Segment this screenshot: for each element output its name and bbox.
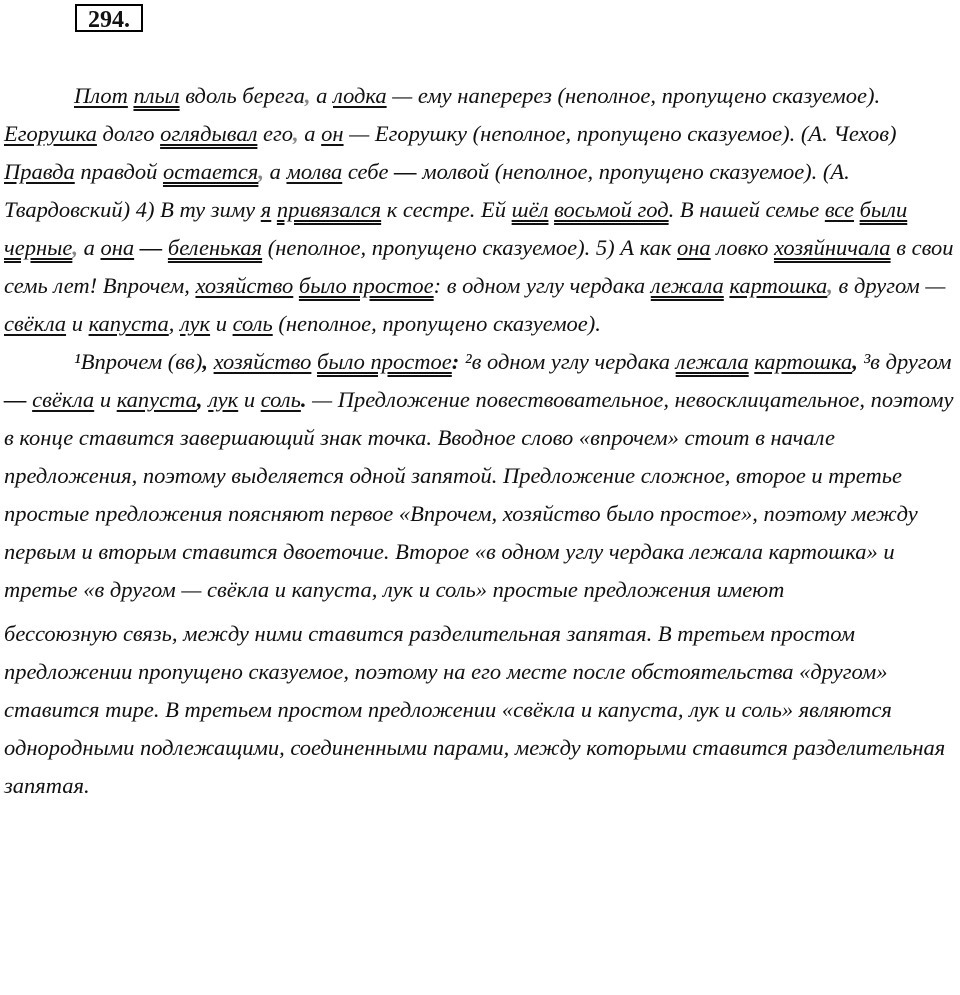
text-segment: : bbox=[451, 349, 460, 374]
predicate-word: шёл bbox=[511, 197, 549, 222]
text-segment: — Предложение повествовательное, невосклицательное, поэтому в конце ставится завершающий знак точка. Вводное слово «впрочем» стоит в начале предложения, поэтому выделяется одной запятой. Предложение сложное, второе и третье простые предложения поясняют первое «Впрочем, хозяйство было простое», поэтому между первым и вторым ставится двоеточие. Второе «в одном углу чердака лежала картошка» и третье «в другом — свёкла и капуста, лук и соль» простые предложения имеют bbox=[4, 387, 954, 602]
subject-word: лук bbox=[180, 311, 211, 336]
text-segment: — bbox=[4, 387, 27, 412]
text-segment: его bbox=[257, 121, 294, 146]
text-segment: в свои семь лет! Впрочем, bbox=[4, 235, 954, 298]
text-segment: себе bbox=[342, 159, 395, 184]
text-segment: ³в другом bbox=[857, 349, 952, 374]
text-segment: , bbox=[196, 387, 203, 412]
subject-word: хозяйство bbox=[195, 273, 294, 298]
text-segment: и bbox=[238, 387, 261, 412]
text-segment: к сестре. Ей bbox=[381, 197, 512, 222]
text-segment: и bbox=[94, 387, 117, 412]
subject-word: молва bbox=[286, 159, 343, 184]
subject-word: свёкла bbox=[4, 311, 67, 336]
text-segment: — bbox=[139, 235, 163, 260]
subject-word: все bbox=[824, 197, 854, 222]
subject-word: лодка bbox=[333, 83, 387, 108]
text-segment: — ему наперерез (неполное, пропущено сказуемое). bbox=[386, 83, 881, 108]
subject-word: хозяйство bbox=[213, 349, 312, 374]
text-segment: ²в одном углу чердака bbox=[459, 349, 676, 374]
predicate-word: были черные bbox=[4, 197, 908, 260]
subject-word: капуста bbox=[116, 387, 197, 412]
text-segment: правдой bbox=[74, 159, 163, 184]
predicate-word: остается bbox=[162, 159, 259, 184]
predicate-word: хозяйничала bbox=[773, 235, 891, 260]
text-segment: , bbox=[852, 349, 858, 374]
text-segment: , bbox=[72, 235, 78, 260]
analysis-continuation: бессоюзную связь, между ними ставится разделительная запятая. В третьем простом предложении пропущено сказуемое, поэтому на его месте после обстоятельства «другом» ставится тире. В третьем простом предложении «свёкла и капуста, лук и соль» являются однородными подлежащими, соединенными парами, между которыми ставится разделительная запятая. bbox=[4, 621, 946, 798]
exercise-number: 294. bbox=[75, 4, 143, 32]
subject-word: соль bbox=[232, 311, 273, 336]
predicate-word: было простое bbox=[298, 273, 434, 298]
text-segment: , bbox=[168, 311, 181, 336]
subject-word: соль bbox=[260, 387, 301, 412]
text-segment: (неполное, пропущено сказуемое). 5) А как bbox=[262, 235, 677, 260]
subject-word: картошка bbox=[729, 273, 828, 298]
subject-word: картошка bbox=[754, 349, 853, 374]
subject-word: она bbox=[100, 235, 135, 260]
subject-word: Егорушка bbox=[4, 121, 97, 146]
subject-word: капуста bbox=[88, 311, 169, 336]
text-segment: молвой (неполное, пропущено сказуемое). (А. Твардовский) 4) В ту зиму bbox=[4, 159, 850, 222]
predicate-word: плыл bbox=[133, 83, 180, 108]
text-segment: , bbox=[258, 159, 264, 184]
subject-word: Плот bbox=[74, 83, 128, 108]
text-segment: а bbox=[77, 235, 101, 260]
text-segment: , bbox=[827, 273, 833, 298]
text-segment: долго bbox=[96, 121, 161, 146]
text-segment: : в одном углу чердака bbox=[433, 273, 651, 298]
text-segment: (неполное, пропущено сказуемое). bbox=[272, 311, 601, 336]
predicate-word: привязался bbox=[276, 197, 382, 222]
text-segment: ловко bbox=[710, 235, 774, 260]
subject-word: лук bbox=[208, 387, 239, 412]
text-segment: — bbox=[394, 159, 417, 184]
predicate-word: беленькая bbox=[167, 235, 263, 260]
subject-word: он bbox=[321, 121, 344, 146]
subject-word: она bbox=[677, 235, 711, 260]
text-segment: и bbox=[210, 311, 233, 336]
text-segment: ¹Впрочем (вв) bbox=[74, 349, 203, 374]
subject-word: я bbox=[260, 197, 272, 222]
text-segment: вдоль берега bbox=[179, 83, 305, 108]
predicate-word: лежала bbox=[675, 349, 749, 374]
text-segment: и bbox=[66, 311, 89, 336]
predicate-word: восьмой год bbox=[554, 197, 669, 222]
text-segment: , bbox=[304, 83, 311, 108]
text-segment: — Егорушку (неполное, пропущено сказуемое). (А. Чехов) bbox=[343, 121, 897, 146]
analysis-paragraph bbox=[4, 343, 956, 609]
text-segment: а bbox=[264, 159, 287, 184]
text-segment: а bbox=[310, 83, 333, 108]
text-segment: в другом — bbox=[832, 273, 946, 298]
document-body bbox=[4, 77, 956, 805]
text-segment: . bbox=[300, 387, 307, 412]
predicate-word: было простое bbox=[317, 349, 452, 374]
predicate-word: оглядывал bbox=[160, 121, 258, 146]
example-sentences-paragraph bbox=[4, 77, 956, 343]
subject-word: Правда bbox=[4, 159, 75, 184]
text-segment: , bbox=[293, 121, 299, 146]
text-segment: . В нашей семье bbox=[668, 197, 825, 222]
text-segment: , bbox=[202, 349, 208, 374]
subject-word: свёкла bbox=[32, 387, 95, 412]
text-segment: а bbox=[298, 121, 322, 146]
predicate-word: лежала bbox=[650, 273, 724, 298]
